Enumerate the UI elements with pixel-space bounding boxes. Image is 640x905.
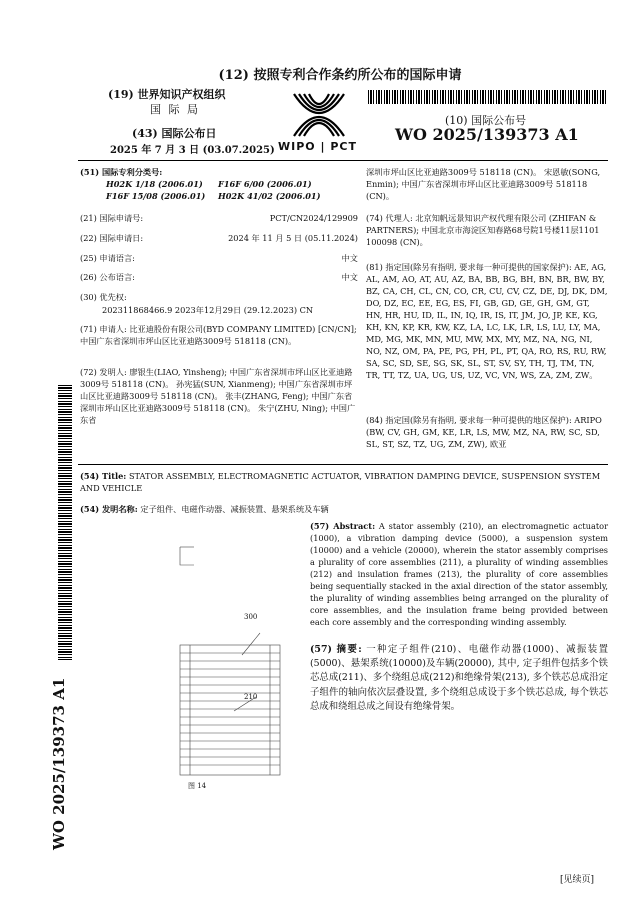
title-en: STATOR ASSEMBLY, ELECTROMAGNETIC ACTUATOR, VIBRATION DAMPING DEVICE, SUSPENSION SYSTEM AND VEHICLE (80, 471, 601, 493)
filing-label: (22) 国际申请日: (80, 233, 144, 243)
agent: (74) 代理人: 北京知帆远景知识产权代理有限公司 (ZHIFAN & PARTNERS); 中国北京市海淀区知春路68号院1号楼11层1101 100098 (CN)。 (366, 213, 600, 247)
abstract-en: A stator assembly (210), an electromagnetic actuator (1000), a vibration damping device (5000), a suspension system (10000) and a vehicle (20000), wherein the stator assembly comprises a plurality of core assemblies (211), a plurality of winding assemblies (212) and insulation frames (213), the plurality of core assemblies being sequentially stacked in the axial direction of the stator assembly, the plurality of winding assemblies being arranged on the plurality of core assemblies, and the insulation frame being provided between each core assembly and the corresponding winding assembly. (310, 521, 608, 627)
ipc-2: F16F 6/00 (2006.01) (218, 179, 312, 189)
document-title: (12) 按照专利合作条约所公布的国际申请 (218, 68, 462, 83)
title-rule (78, 464, 608, 465)
ipc-1: H02K 1/18 (2006.01) (106, 179, 203, 189)
lang-value: 中文 (341, 253, 358, 263)
inventors: (72) 发明人: 廖银生(LIAO, Yinsheng); 中国广东省深圳市坪山区比亚迪路3009号 518118 (CN)。 孙宪猛(SUN, Xianmeng); 中国广东省深圳市坪山区比亚迪路3009号 518118 (CN)。 张丰(ZHANG, Feng); 中国广东省深圳市坪山区比亚迪路3009号 518118 (CN)。 朱宁(ZHU, Ning); 中国广东省 (80, 367, 356, 425)
priority-label: (30) 优先权: (80, 292, 127, 302)
lang-label: (25) 申请语言: (80, 253, 135, 263)
publang-label: (26) 公布语言: (80, 272, 135, 282)
pubno-label: (10) 国际公布号 (445, 114, 527, 127)
title-en-label: (54) Title: (80, 471, 127, 481)
pubdate-label: (43) 国际公布日 (132, 127, 217, 140)
org-sub: 国 际 局 (150, 103, 200, 116)
continued-note: [见续页] (560, 875, 595, 885)
filing-value: 2024 年 11 月 5 日 (05.11.2024) (228, 233, 358, 243)
publang-value: 中文 (341, 272, 358, 282)
title-zh: 定子组件、电磁作动器、减振装置、悬架系统及车辆 (140, 504, 329, 514)
figure-label-210: 210 (244, 693, 258, 701)
figure-stack-lines (180, 653, 280, 765)
figure-caption: 图 14 (188, 782, 207, 790)
abstract-zh-label: (57) 摘要: (310, 644, 362, 655)
ipc-3: F16F 15/08 (2006.01) (106, 191, 206, 201)
applicant: (71) 申请人: 比亚迪股份有限公司(BYD COMPANY LIMITED) [CN/CN]; 中国广东省深圳市坪山区比亚迪路3009号 518118 (CN)。 (80, 324, 357, 346)
barcode-top (368, 90, 606, 104)
pubno-value: WO 2025/139373 A1 (395, 125, 579, 144)
designated-states-84: (84) 指定国(除另有指明, 要求每一种可提供的地区保护): ARIPO (BW, CV, GH, GM, KE, LR, LS, MW, MZ, NA, RW, SC, SD, SL, ST, SZ, TZ, UG, ZM, ZW), 欧亚 (366, 415, 602, 449)
abstract-zh: 一种定子组件(210)、电磁作动器(1000)、减振装置(5000)、悬架系统(10000)及车辆(20000), 其中, 定子组件包括多个铁芯总成(211)、多个绕组总成(212)和绝缘骨架(213), 多个铁芯总成沿定子组件的轴向依次层叠设置, 多个绕组总成设于多个铁芯总成, 每个铁芯总成和绕组总成之间设有绝缘骨架。 (310, 644, 609, 712)
inventors-cont: 深圳市坪山区比亚迪路3009号 518118 (CN)。 宋恩敏(SONG, Enmin); 中国广东省深圳市坪山区比亚迪路3009号 518118 (CN)。 (366, 167, 601, 201)
title-zh-label: (54) 发明名称: (80, 504, 138, 514)
org-label: (19) 世界知识产权组织 (108, 88, 226, 101)
figure-label-300: 300 (244, 613, 258, 621)
appno-label: (21) 国际申请号: (80, 213, 144, 223)
appno-value: PCT/CN2024/129909 (269, 213, 358, 223)
abstract-en-label: (57) Abstract: (310, 521, 376, 531)
figure-14-drawing (160, 545, 310, 795)
ipc-4: H02K 41/02 (2006.01) (218, 191, 321, 201)
priority-value: 202311868466.9 2023年12月29日 (29.12.2023) CN (102, 305, 314, 315)
side-pubno: WO 2025/139373 A1 (50, 677, 68, 850)
wipo-logo-text: WIPO | PCT (278, 140, 357, 153)
ipc-label: (51) 国际专利分类号: (80, 167, 163, 177)
header-rule (78, 160, 608, 161)
wipo-logo-icon (290, 92, 348, 138)
pubdate-value: 2025 年 7 月 3 日 (03.07.2025) (110, 145, 275, 156)
designated-states-81: (81) 指定国(除另有指明, 要求每一种可提供的国家保护): AE, AG, AL, AM, AO, AT, AU, AZ, BA, BB, BG, BH, BN, BR, BW, BY, BZ, CA, CH, CL, CN, CO, CR, CU, CV, CZ, DE, DJ, DK, DM, DO, DZ, EC, EE, EG, ES, FI, GB, GD, GE, GH, GM, GT, HN, HR, HU, ID, IL, IN, IQ, IR, IS, IT, JM, JO, JP, KE, KG, KH, KN, KP, KR, KW, KZ, LA, LC, LK, LR, LS, LU, LY, MA, MD, MG, MK, MN, MU, MW, MX, MY, MZ, NA, NG, NI, NO, NZ, OM, PA, PE, PG, PH, PL, PT, QA, RO, RS, RU, RW, SA, SC, SD, SE, SG, SK, SL, ST, SV, SY, TH, TJ, TM, TN, TR, TT, TZ, UA, UG, US, UZ, VC, VN, WS, ZA, ZM, ZW。 (366, 262, 608, 380)
